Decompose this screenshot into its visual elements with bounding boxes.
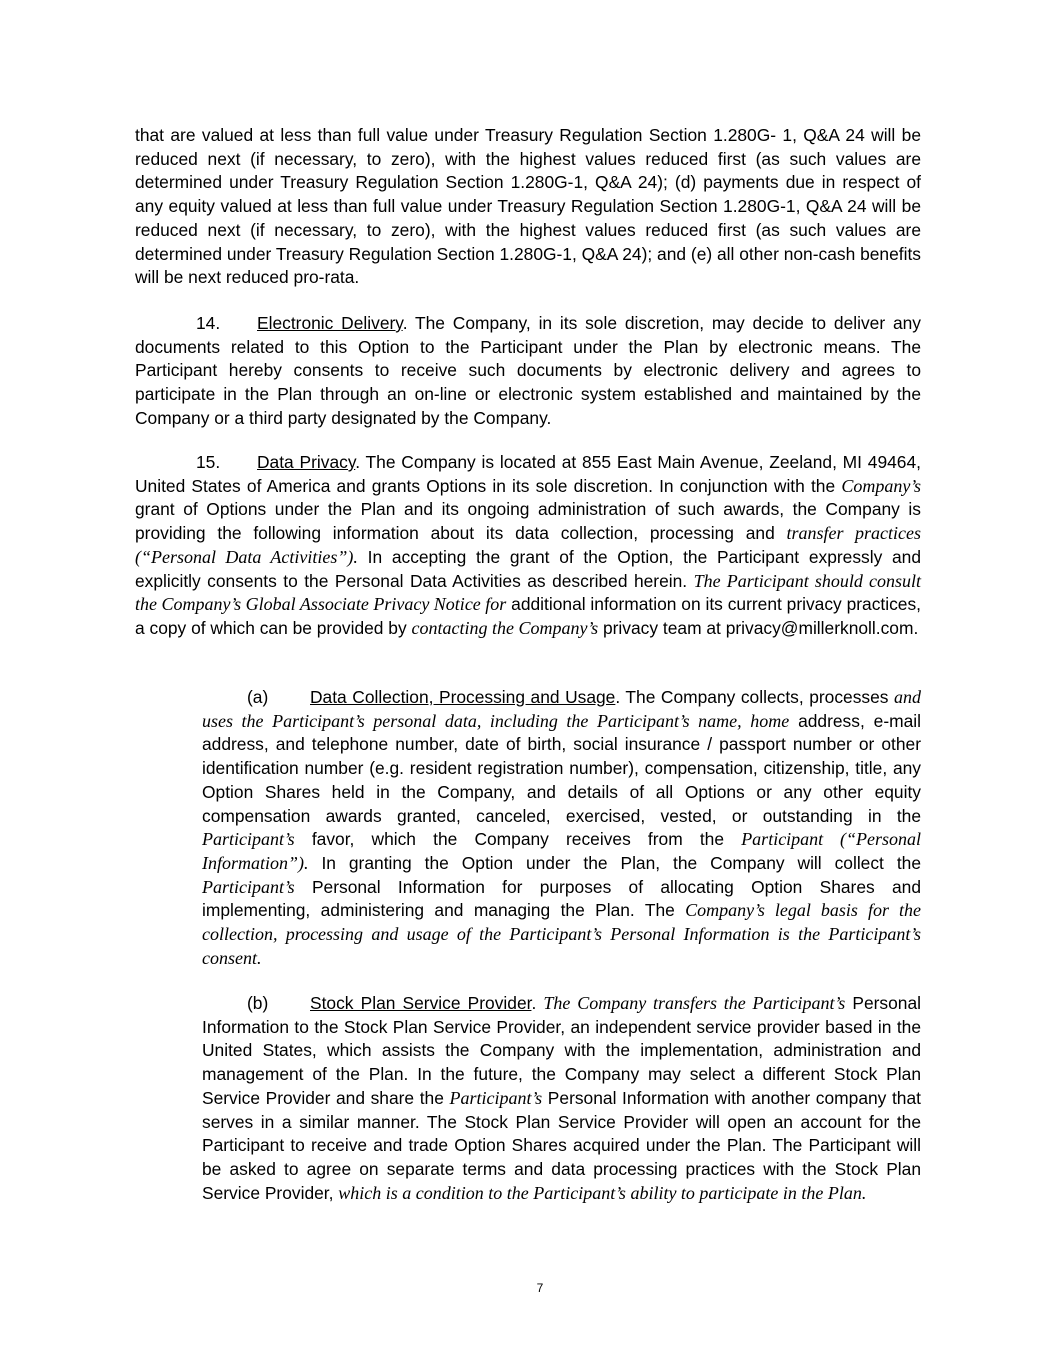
subsection-a-italic: Participant’s xyxy=(202,876,295,897)
subsection-a-text: favor, which the Company receives from the xyxy=(294,829,742,850)
subsection-b-italic: which is a condition to the Participant’s ability to participate in the Plan. xyxy=(338,1182,867,1203)
page-number: 7 xyxy=(536,1281,544,1295)
subsection-a-text: In granting the Option under the Plan, the Company will collect the xyxy=(308,852,921,873)
section-15-text: grant of Options under the Plan and its ongoing administration of such awards, the Company is providing the following information about its data collection, processing and xyxy=(135,499,921,544)
section-15-text: . The Company is located at 855 East Main Avenue, Zeeland, MI 49464, United States of America and grants Options in its sole discretion. In conjunction with the xyxy=(135,452,921,496)
subsection-a-italic: Participant (“Personal Information”). xyxy=(202,829,921,873)
section-15-paragraph xyxy=(135,451,921,641)
subsection-a-label: (a) xyxy=(247,687,269,707)
subsection-a-text: address, e-mail address, and telephone number, date of birth, social insurance / passport number or other identification number (e.g. resident registration number), compensation, citizenship, title, any Option Shares held in the Company, and details of all Options or any other equity compensation awards granted, canceled, exercised, vested, or outstanding in the xyxy=(202,710,922,826)
section-15-italic: transfer practices (“Personal Data Activities”). xyxy=(135,523,921,567)
section-15-italic: The Participant should consult the Company’s Global Associate Privacy Notice for xyxy=(135,570,921,615)
section-15-heading: Data Privacy xyxy=(257,452,356,472)
subsection-b-text: Personal Information to the Stock Plan Service Provider, an independent service provider based in the United States, which assists the Company with the implementation, administration and management of the Plan. In the future, the Company may select a different Stock Plan Service Provider and share the xyxy=(202,993,921,1108)
subsection-b-label: (b) xyxy=(247,993,269,1013)
subsection-a-italic: and uses the Participant’s personal data, including the Participant’s name, home xyxy=(202,687,921,731)
subsection-b-italic: The Company transfers the Participant’s xyxy=(543,993,846,1013)
subsection-b-paragraph xyxy=(202,992,921,1205)
subsection-a-text: . The Company collects, processes xyxy=(615,687,894,707)
section-15-text: additional information on its current privacy practices, a copy of which can be provided by xyxy=(135,594,921,638)
section-14-paragraph xyxy=(135,312,921,431)
intro-text: that are valued at less than full value under Treasury Regulation Section 1.280G- 1, Q&A 24 will be reduced next (if necessary, to zero), with the highest values reduced first (as such values are determined under Treasury Regulation Section 1.280G-1, Q&A 24); (d) payments due in respect of any equity valued at less than full value under Treasury Regulation Section 1.280G-1, Q&A 24 will be reduced next (if necessary, to zero), with the highest values reduced first (as such values are determined under Treasury Regulation Section 1.280G-1, Q&A 24); and (e) all other non-cash benefits will be next reduced pro-rata. xyxy=(135,125,921,288)
subsection-b-italic: Participant’s xyxy=(449,1087,543,1108)
subsection-b-text: Personal Information with another company that serves in a similar manner. The Stock Plan Service Provider will open an account for the Participant to receive and trade Option Shares acquired under the Plan. The Participant will be asked to agree on separate terms and data processing practices with the Stock Plan Service Provider, xyxy=(202,1087,921,1203)
subsection-a-italic: Participant’s xyxy=(202,829,295,850)
section-15-number: 15. xyxy=(196,452,221,472)
section-15-italic: contacting the Company’s xyxy=(411,617,599,638)
subsection-a-text: Personal Information for purposes of allocating Option Shares and implementing, administering and managing the Plan. The xyxy=(202,876,921,921)
section-14-body: . The Company, in its sole discretion, may decide to deliver any documents related to this Option to the Participant under the Plan by electronic means. The Participant hereby consents to receive such documents by electronic delivery and agrees to participate in the Plan through an on-line or electronic system established and maintained by the Company or a third party designated by the Company. xyxy=(135,313,921,428)
section-15-text: privacy team at privacy@millerknoll.com. xyxy=(598,617,919,638)
section-15-text: In accepting the grant of the Option, the Participant expressly and explicitly consents to the Personal Data Activities as described herein. xyxy=(135,546,921,591)
section-14-heading: Electronic Delivery xyxy=(257,313,403,333)
intro-paragraph xyxy=(135,124,921,290)
subsection-b-heading: Stock Plan Service Provider xyxy=(310,993,532,1013)
section-15-italic: Company’s xyxy=(841,475,921,496)
section-14-number: 14. xyxy=(196,313,221,333)
subsection-a-heading: Data Collection, Processing and Usage xyxy=(310,687,616,707)
subsection-a-paragraph xyxy=(202,686,921,970)
subsection-b-text: . xyxy=(531,993,544,1013)
subsection-a-italic: Company’s legal basis for the collection, processing and usage of the Participant’s Personal Information is the Participant’s consent. xyxy=(202,900,922,968)
